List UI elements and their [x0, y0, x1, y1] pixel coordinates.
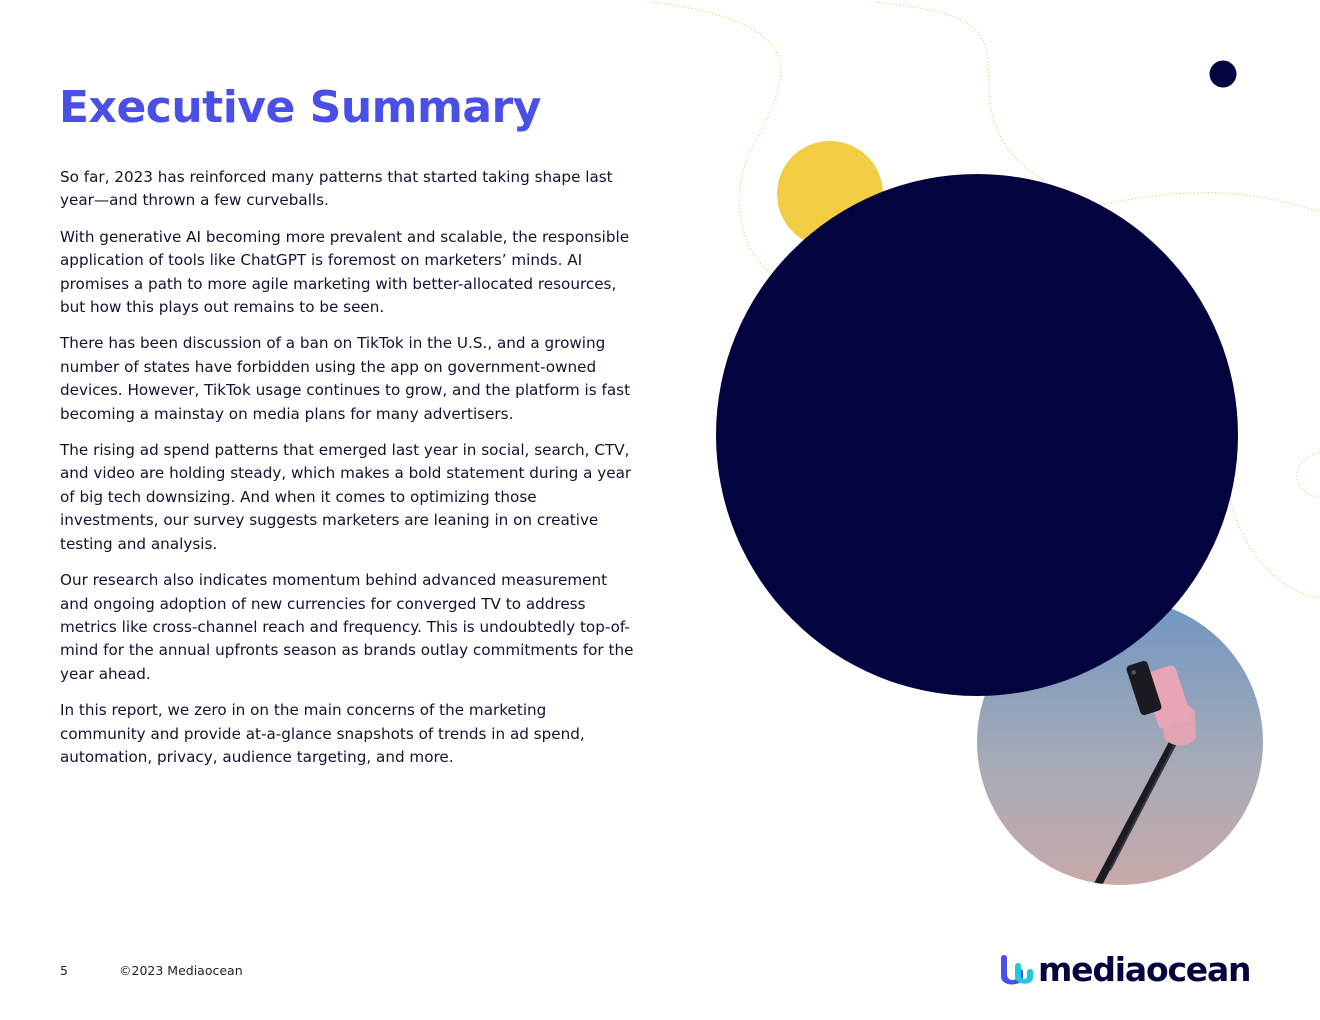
- dotted-curve-2: [875, 2, 1060, 190]
- dotted-curve-5: [1297, 452, 1320, 498]
- page-title: Executive Summary: [59, 82, 541, 133]
- paragraph-1: So far, 2023 has reinforced many patterns that started taking shape last year—and thrown a few curveballs.: [60, 168, 613, 210]
- paragraph-2: With generative AI becoming more prevalent and scalable, the responsible application of tools like ChatGPT is foremost on marketers’ minds. AI promises a path to more agile marketing with better-allocated resources, but how this plays out remains to be seen.: [60, 227, 630, 317]
- dotted-curve-4: [1230, 500, 1320, 598]
- dotted-curve-1: [650, 2, 790, 285]
- paragraph-4: The rising ad spend patterns that emerged last year in social, search, CTV, and video are holding steady, which makes a bold statement during a year of big tech downsizing. And when it comes to optimizing those investments, our survey suggests marketers are leaning in on creative testing and analysis.: [60, 441, 632, 553]
- paragraph-5: Our research also indicates momentum behind advanced measurement and ongoing adoption of new currencies for converged TV to address metrics like cross-channel reach and frequency. This is undoubtedly top-of-mind for the annual upfronts season as brands outlay commitments for the year ahead.: [60, 571, 634, 683]
- mediaocean-logo-icon: [997, 952, 1035, 988]
- mediaocean-logo: [997, 952, 1250, 988]
- paragraph-6: In this report, we zero in on the main concerns of the marketing community and provide at-a-glance snapshots of trends in ad spend, automation, privacy, audience targeting, and more.: [60, 701, 585, 766]
- decorative-artwork: [640, 0, 1320, 900]
- small-navy-dot: [1210, 61, 1237, 88]
- page-number: 5: [60, 963, 68, 978]
- dotted-curve-3: [1100, 193, 1320, 212]
- paragraph-3: There has been discussion of a ban on TikTok in the U.S., and a growing number of states have forbidden using the app on government-owned devices. However, TikTok usage continues to grow, and the platform is fast becoming a mainstay on media plans for many advertisers.: [60, 334, 631, 423]
- body-text: [60, 166, 635, 782]
- large-navy-circle: [716, 174, 1238, 696]
- copyright-text: ©2023 Mediaocean: [119, 963, 243, 978]
- logo-wordmark: mediaocean: [1038, 950, 1251, 989]
